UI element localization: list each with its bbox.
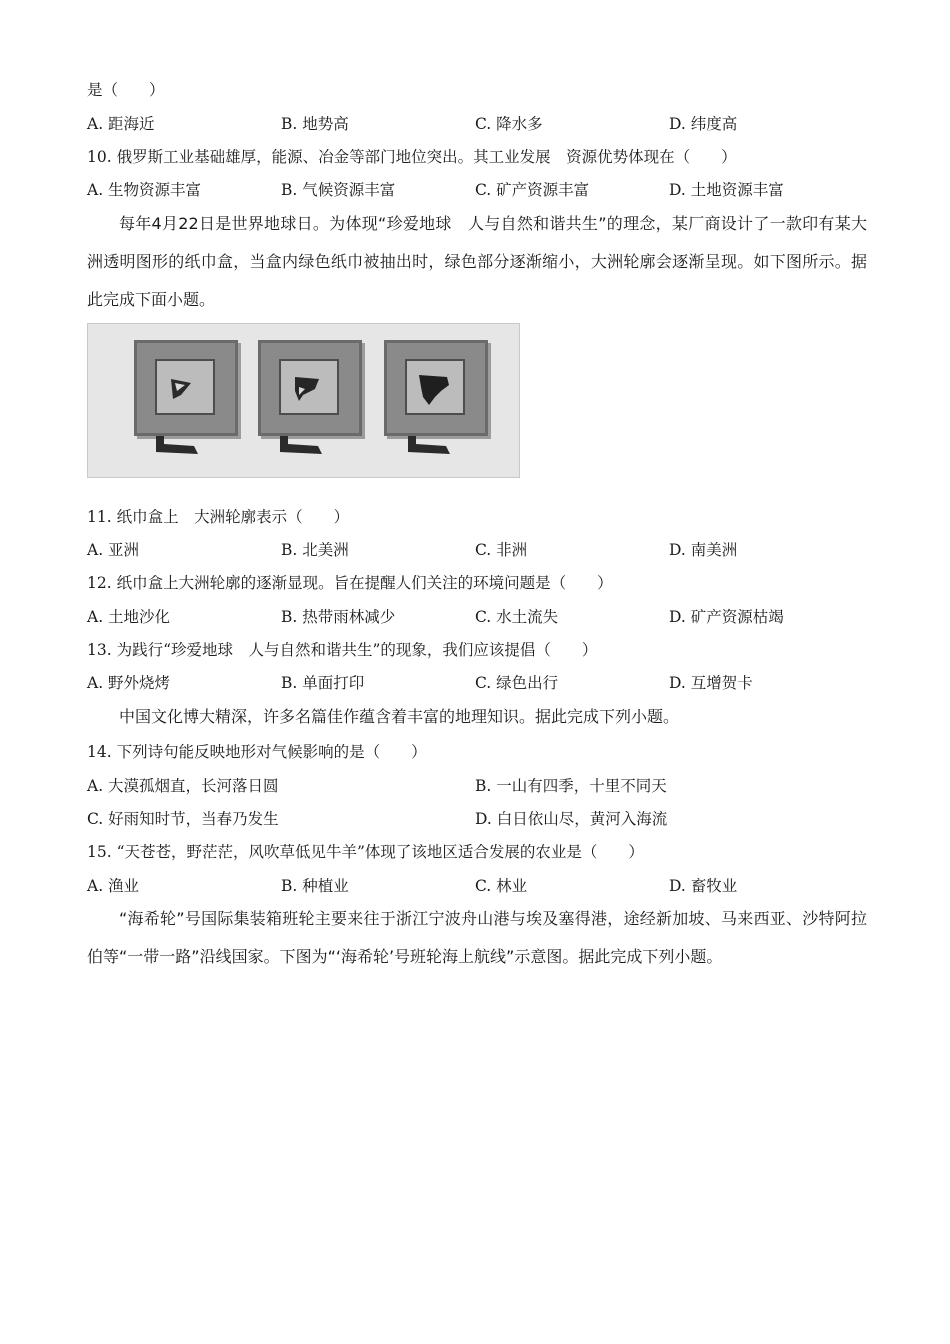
q15-option-b: B. 种植业 [281,877,349,895]
tissue-stand-2 [272,432,330,458]
tissue-box-3 [384,340,488,436]
intro-shipping-route: “海希轮”号国际集装箱班轮主要来往于浙江宁波舟山港与埃及塞得港，途经新加坡、马来西亚、沙特阿拉伯等“一带一路”沿线国家。下图为“‘海希轮’号班轮海上航线”示意图。据此完成下列小题。 [87,909,867,966]
q14-option-a: A. 大漠孤烟直，长河落日圆 [87,777,279,795]
tissue-stand-3 [400,432,458,458]
q10-option-b: B. 气候资源丰富 [281,181,396,199]
q11-option-c: C. 非洲 [475,541,528,559]
question-14: 14. 下列诗句能反映地形对气候影响的是（ ） [87,743,427,761]
question-10: 10. 俄罗斯工业基础雄厚，能源、冶金等部门地位突出。其工业发展 资源优势体现在（ ） [87,148,737,166]
tissue-box-1 [134,340,238,436]
q11-option-b: B. 北美洲 [281,541,349,559]
q14-option-d: D. 白日依山尽，黄河入海流 [475,810,668,828]
q9-option-d: D. 纬度高 [669,115,738,133]
q13-option-a: A. 野外烧烤 [87,674,171,692]
q11-option-a: A. 亚洲 [87,541,140,559]
continent-outline-icon [157,361,213,413]
q10-option-c: C. 矿产资源丰富 [475,181,590,199]
q13-option-b: B. 单面打印 [281,674,365,692]
question-11: 11. 纸巾盒上 大洲轮廓表示（ ） [87,508,350,526]
q9-option-a: A. 距海近 [87,115,155,133]
intro-earth-day: 每年4月22日是世界地球日。为体现“珍爱地球 人与自然和谐共生”的理念，某厂商设计了一款印有某大洲透明图形的纸巾盒，当盒内绿色纸巾被抽出时，绿色部分逐渐缩小，大洲轮廓会逐渐呈现。如下图所示。据此完成下面小题。 [87,214,867,309]
tissue-box-2 [258,340,362,436]
continent-outline-icon [281,361,337,413]
q14-option-b: B. 一山有四季，十里不同天 [475,777,667,795]
question-12: 12. 纸巾盒上大洲轮廓的逐渐显现。旨在提醒人们关注的环境问题是（ ） [87,574,613,592]
question-13: 13. 为践行“珍爱地球 人与自然和谐共生”的现象，我们应该提倡（ ） [87,641,598,659]
q15-option-a: A. 渔业 [87,877,140,895]
q10-option-d: D. 土地资源丰富 [669,181,784,199]
q9-option-b: B. 地势高 [281,115,349,133]
q12-option-a: A. 土地沙化 [87,608,171,626]
q12-option-b: B. 热带雨林减少 [281,608,396,626]
q15-option-d: D. 畜牧业 [669,877,738,895]
q13-option-d: D. 互增贺卡 [669,674,753,692]
q10-option-a: A. 生物资源丰富 [87,181,202,199]
question-15: 15. “天苍苍，野茫茫，风吹草低见牛羊”体现了该地区适合发展的农业是（ ） [87,843,644,861]
q12-option-c: C. 水土流失 [475,608,559,626]
q14-option-c: C. 好雨知时节，当春乃发生 [87,810,279,828]
q15-option-c: C. 林业 [475,877,528,895]
q9-tail: 是（ ） [87,81,165,99]
continent-outline-icon [407,361,463,413]
q13-option-c: C. 绿色出行 [475,674,559,692]
q9-option-c: C. 降水多 [475,115,543,133]
tissue-box-figure [87,323,520,478]
tissue-stand-1 [148,432,206,458]
intro-chinese-culture: 中国文化博大精深，许多名篇佳作蕴含着丰富的地理知识。据此完成下列小题。 [119,707,680,726]
q11-option-d: D. 南美洲 [669,541,738,559]
q12-option-d: D. 矿产资源枯竭 [669,608,784,626]
